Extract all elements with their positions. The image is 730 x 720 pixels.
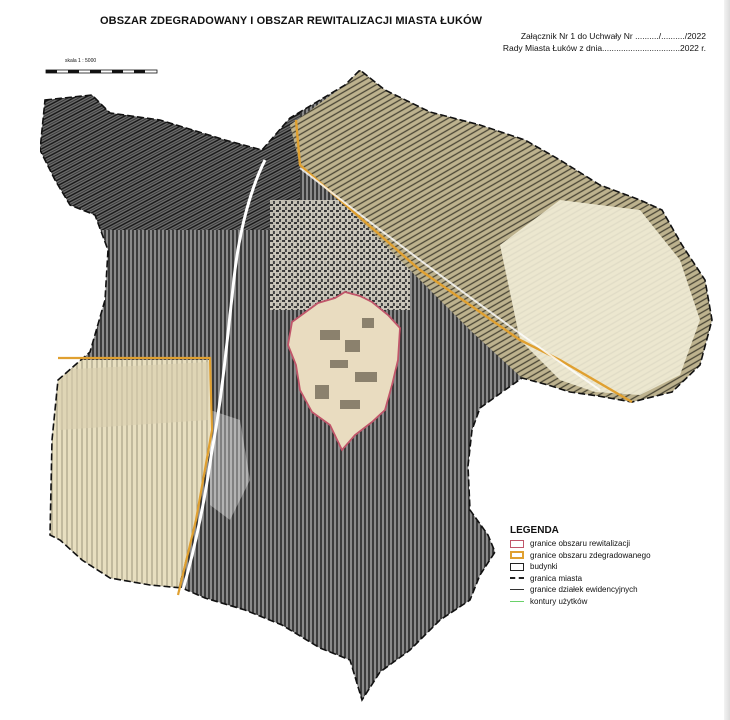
degraded-area-west-north (55, 362, 210, 430)
legend-label: granica miasta (530, 573, 583, 583)
annex-line-1: Załącznik Nr 1 do Uchwały Nr ........../........../2022 (520, 31, 706, 41)
page-edge (724, 0, 730, 720)
legend-item-land-use (510, 596, 710, 608)
degraded-swatch (510, 551, 524, 559)
legend-label: kontury użytków (530, 596, 588, 606)
legend-item-buildings (510, 561, 710, 573)
parcel-boundary-swatch (510, 589, 524, 590)
building-swatch (510, 563, 524, 571)
revitalization-swatch (510, 540, 524, 548)
legend-title: LEGENDA (510, 525, 559, 536)
legend-item-degraded (510, 550, 710, 562)
legend (510, 525, 710, 607)
legend-label: granice obszaru rewitalizacji (530, 539, 631, 549)
land-use-swatch (510, 601, 524, 602)
annex-note (503, 30, 706, 54)
legend-label: budynki (530, 562, 558, 572)
legend-label: granice działek ewidencyjnych (530, 585, 638, 595)
legend-label: granice obszaru zdegradowanego (530, 550, 651, 560)
legend-item-city-boundary (510, 573, 710, 585)
annex-line-2: Rady Miasta Łuków z dnia.................................2022 r. (502, 43, 706, 53)
scale-label: skala 1 : 5000 (65, 58, 97, 64)
city-boundary-swatch (510, 577, 524, 579)
legend-item-parcels (510, 584, 710, 596)
legend-item-revitalization (510, 538, 710, 550)
city-map[interactable] (40, 70, 720, 715)
map-title: OBSZAR ZDEGRADOWANY I OBSZAR REWITALIZACJI MIASTA ŁUKÓW (100, 15, 483, 27)
